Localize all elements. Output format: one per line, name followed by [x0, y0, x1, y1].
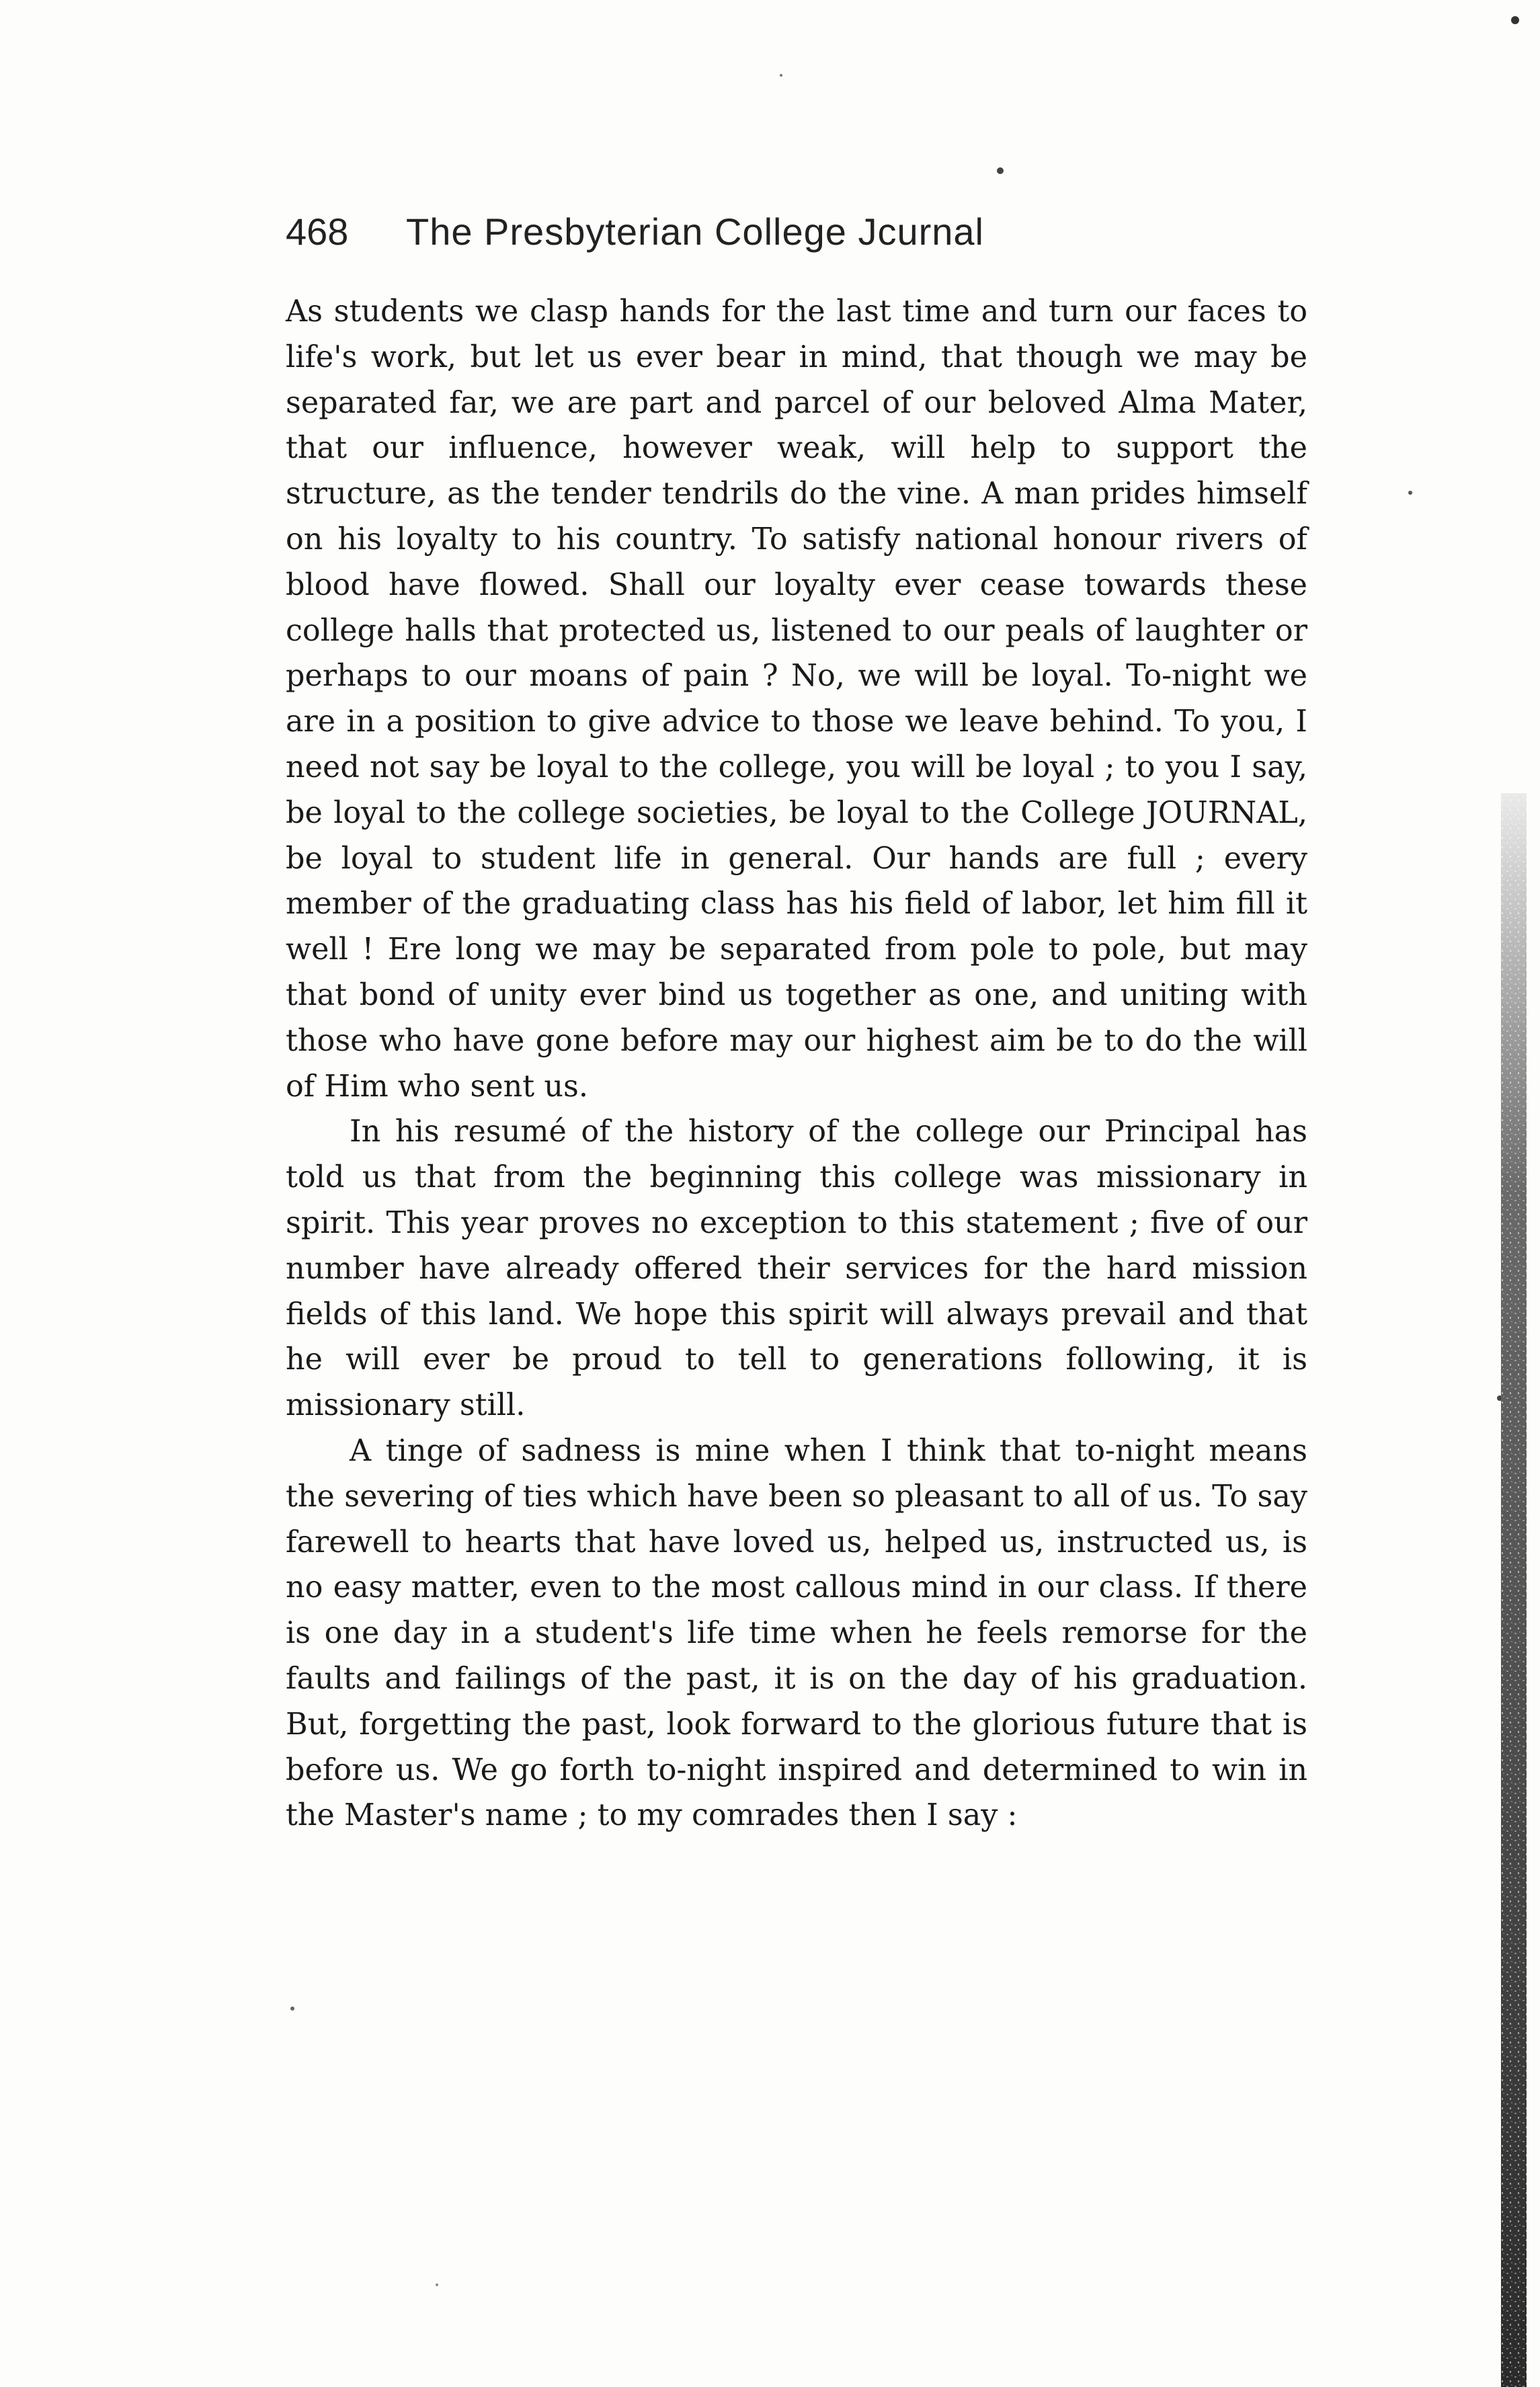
paragraph-3: A tinge of sadness is mine when I think that to-night means the severing of ties which have been so pleasant to all of us. To say farewell to hearts that have loved us, helped us, instructed us, is no easy matter, even to the most callous mind in our class. If there is one day in a student's life time when he feels remorse for the faults and failings of the past, it is on the day of his graduation. But, forgetting the past, look forward to the glorious future that is before us. We go forth to-night inspired and determined to win in the Master's name ; to my comrades then I say :	[286, 1433, 1307, 1833]
article-body	[286, 289, 1307, 1838]
paragraph-1: As students we clasp hands for the last time and turn our faces to life's work, but let us ever bear in mind, that though we may be separated far, we are part and parcel of our beloved Alma Mater, that our influence, however weak, will help to support the structure, as the tender tendrils do the vine. A man prides himself on his loyalty to his country. To satisfy national honour rivers of blood have flowed. Shall our loyalty ever cease towards these college halls that protected us, listened to our peals of laughter or perhaps to our moans of pain ? No, we will be loyal. To-night we are in a position to give advice to those we leave behind. To you, I need not say be loyal to the college, you will be loyal ; to you I say, be loyal to the college societies, be loyal to the College JOURNAL, be loyal to student life in general. Our hands are full ; every member of the graduating class has his field of labor, let him fill it well ! Ere long we may be separated from pole to pole, but may that bond of unity ever bind us together as one, and uniting with those who have gone before may our highest aim be to do the will of Him who sent us.	[286, 294, 1307, 1104]
running-title: The Presbyterian College Jcurnal	[406, 210, 984, 253]
page-number: 468	[286, 210, 349, 253]
page-header	[286, 202, 1314, 262]
paragraph-2: In his resumé of the history of the college our Principal has told us that from the beginning this college was missionary in spirit. This year proves no exception to this statement ; five of our number have already offered their services for the hard mission fields of this land. We hope this spirit will always prevail and that he will ever be proud to tell to generations following, it is missionary still.	[286, 1115, 1307, 1423]
page-edge-shadow	[1489, 793, 1529, 2387]
